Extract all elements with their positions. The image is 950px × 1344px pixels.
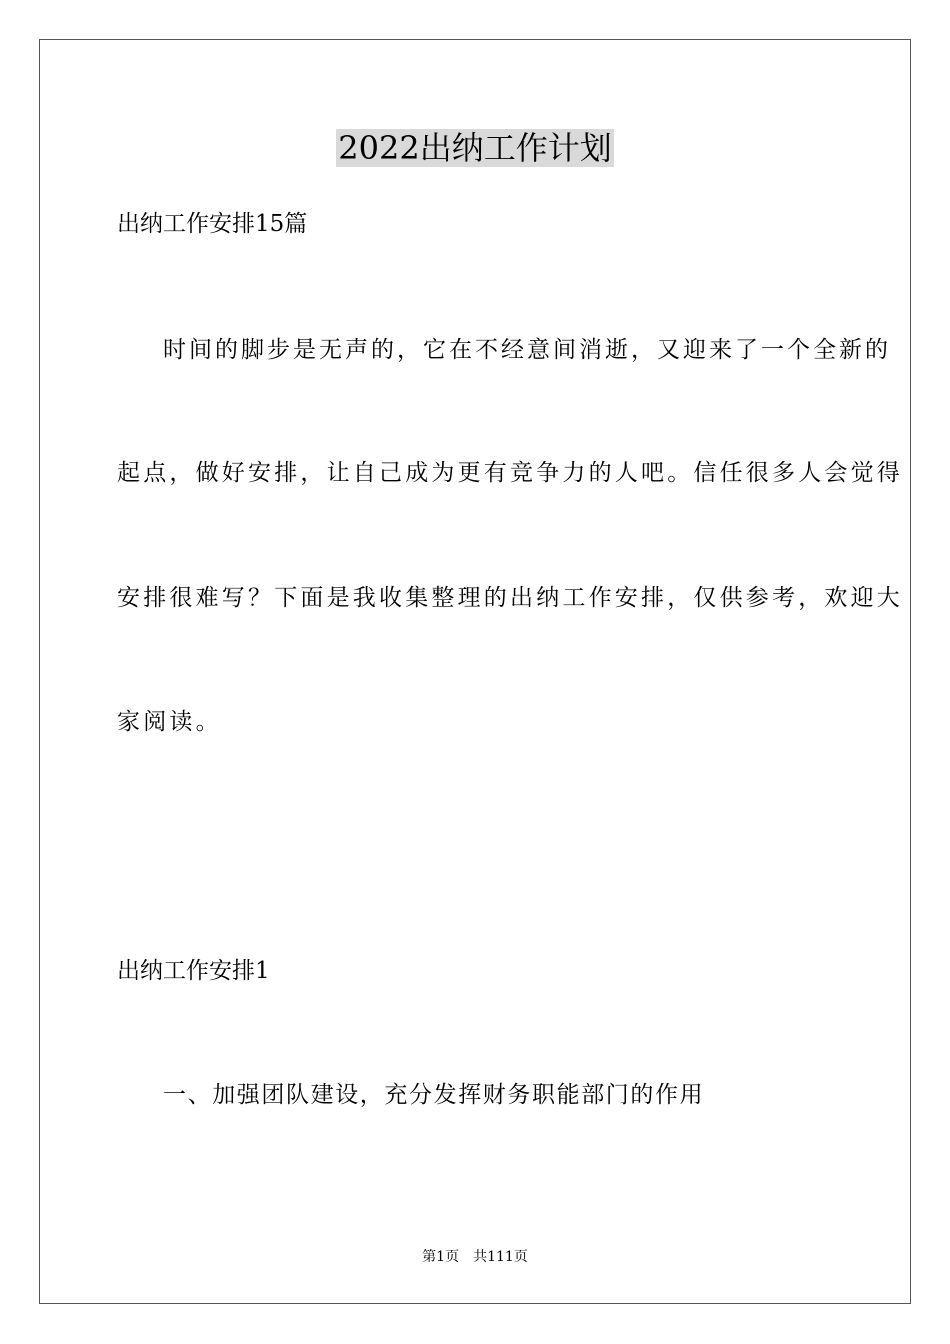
section-item-1: 一、加强团队建设，充分发挥财务职能部门的作用 (163, 1082, 705, 1108)
page-total: 共111页 (473, 1249, 528, 1265)
document-subtitle: 出纳工作安排15篇 (117, 211, 308, 237)
intro-line-2: 起点，做好安排，让自己成为更有竞争力的人吧。信任很多人会觉得 (117, 460, 903, 486)
section-heading: 出纳工作安排1 (117, 958, 270, 984)
intro-line-4: 家阅读。 (117, 709, 222, 735)
page-number: 第1页 (422, 1249, 460, 1265)
document-title (0, 128, 950, 168)
document-title-text: 2022出纳工作计划 (338, 129, 612, 167)
intro-line-1: 时间的脚步是无声的，它在不经意间消逝，又迎来了一个全新的 (163, 337, 891, 363)
intro-line-3: 安排很难写？下面是我收集整理的出纳工作安排，仅供参考，欢迎大 (117, 585, 903, 611)
page-footer (0, 1247, 950, 1267)
